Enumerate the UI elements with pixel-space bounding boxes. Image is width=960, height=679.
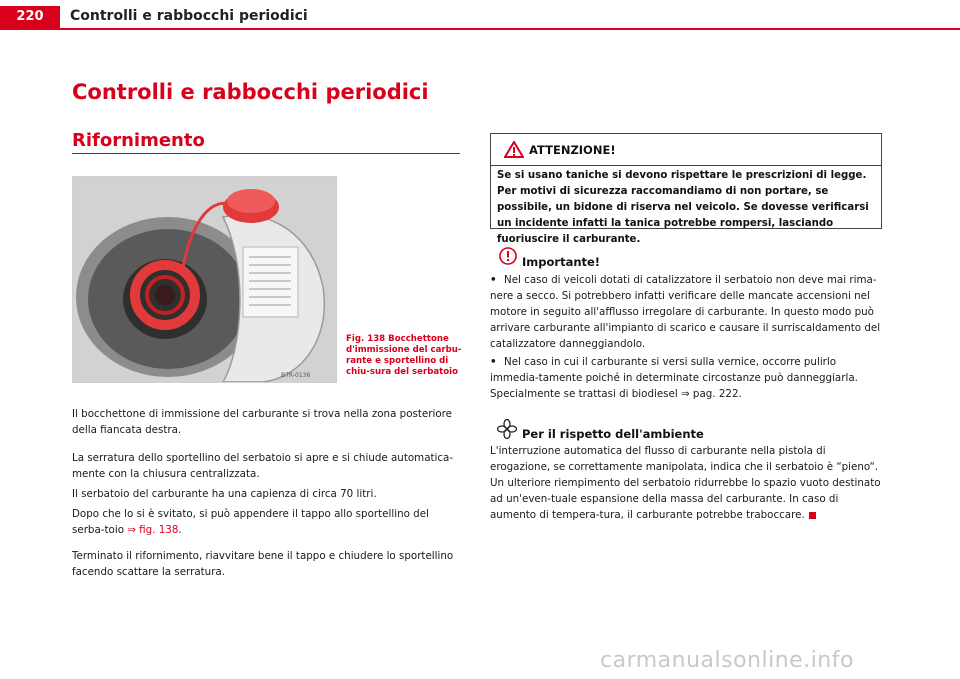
figure-caption: Fig. 138 Bocchettone d'immissione del carbu-rante e sportellino di chiu-sura del serbatoio [346,334,462,377]
section-rule [72,153,460,154]
section-title: Rifornimento [72,130,205,151]
body-paragraph-location: Il bocchettone di immissione del carburante si trova nella zona posteriore della fiancata destra. [72,408,452,436]
important-bullet-2-text: Nel caso in cui il carburante si versi sulla vernice, occorre pulirlo immedia-tamente poiché in determinate circostanze può danneggiarla. Specialmente se trattasi di biodiesel [490,356,858,400]
cap-text-end: . [178,524,182,536]
figure-code: B7R-0136 [281,372,311,379]
header-rule [0,28,960,30]
environment-leaf-icon [497,419,517,439]
warning-text: Se si usano taniche si devono rispettare le prescrizioni di legge. Per motivi di sicurezza raccomandiamo di non portare, se possibile, un bidone di riserva nel veicolo. Se dovesse verificarsi un incidente infatti la tanica potrebbe rompersi, lasciando fuoriuscire il carburante. [497,170,869,245]
bullet-dot: • [490,356,497,368]
important-bullet-1-text: Nel caso di veicoli dotati di catalizzatore il serbatoio non deve mai rima-nere a secco. Si potrebbero infatti verificare delle mancate accensioni nel motore in seguito all'afflusso irregolare di carburante. In questo modo può arrivare carburante all'impianto di scarico e causare il surriscaldamento del catalizzatore danneggiandolo. [490,274,881,350]
warning-title: ATTENZIONE! [529,143,616,157]
page-reference[interactable]: ⇒ pag. 222. [681,388,742,400]
page-header [0,0,960,30]
body-paragraph-finish: Terminato il rifornimento, riavvitare bene il tappo e chiudere lo sportellino facendo scattare la serratura. [72,550,454,578]
environment-text: L'interruzione automatica del flusso di carburante nella pistola di erogazione, se correttamente manipolata, indica che il serbatoio è “pieno“. Un ulteriore riempimento del serbatoio ridurrebbe lo spazio vuoto destinato ad un'even-tuale espansione della massa del carburante. In caso di aumento di tempera-tura, il carburante potrebbe traboccare. [490,445,881,521]
body-paragraph-lock: La serratura dello sportellino del serbatoio si apre e si chiude automatica-mente con la chiusura centralizzata. [72,452,454,480]
important-bullet-1 [490,272,882,352]
warning-triangle-icon [504,141,524,158]
watermark: carmanualsonline.info [600,648,854,673]
important-bullet-2 [490,354,882,402]
warning-box [490,133,882,245]
environment-title: Per il rispetto dell'ambiente [522,427,704,441]
fuel-filler-figure [72,176,337,383]
cap-text: Dopo che lo si è svitato, si può appendere il tappo allo sportellino del serba-toio [72,508,429,536]
environment-text-block [490,443,882,523]
important-title: Importante! [522,255,601,269]
chapter-title: Controlli e rabbocchi periodici [72,80,429,104]
page-number: 220 [0,6,60,28]
fuel-filler-illustration [73,177,336,382]
warning-header [491,134,881,166]
header-title: Controlli e rabbocchi periodici [70,8,308,24]
body-paragraph-cap [72,506,464,538]
important-note-icon [499,247,517,265]
figure-link[interactable]: ⇒ fig. 138 [127,524,179,536]
end-of-section-mark [809,512,816,519]
bullet-dot: • [490,274,497,286]
body-paragraph-capacity: Il serbatoio del carburante ha una capienza di circa 70 litri. [72,488,377,500]
